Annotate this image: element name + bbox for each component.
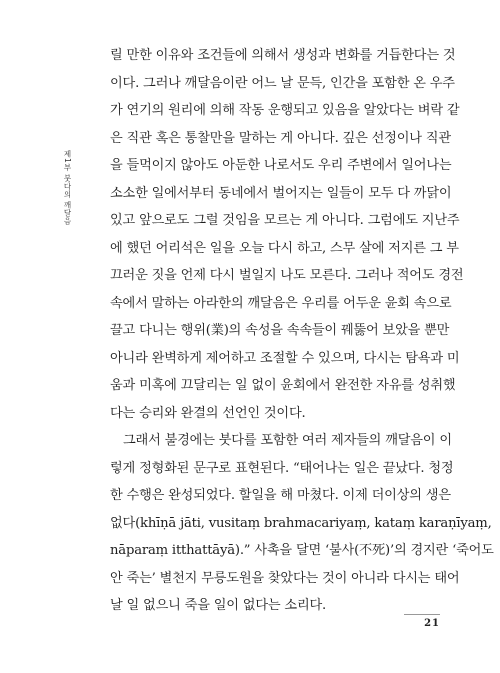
- footer-rule: [404, 614, 440, 615]
- text-line: 을 들먹이지 않아도 아둔한 나로서도 우리 주변에서 일어나는: [110, 158, 452, 173]
- running-head: 제1부 붓다의 깨달음: [63, 150, 72, 226]
- text-line: 한 수행은 완성되었다. 할일을 해 마쳤다. 이제 더이상의 생은: [110, 488, 451, 503]
- text-line: 가 연기의 원리에 의해 작동 운행되고 있음을 알았다는 벼락 같: [110, 103, 460, 118]
- paragraph-1: [110, 42, 464, 427]
- text-line: 이다. 그러나 깨달음이란 어느 날 문득, 인간을 포함한 온 우주: [110, 75, 455, 91]
- text-line: 날 일 없으니 죽을 일이 없다는 소리다.: [110, 598, 327, 613]
- text-line: 움과 미혹에 끄달리는 일 없이 윤회에서 완전한 자유를 성취했: [110, 378, 456, 393]
- text-line: 그래서 불경에는 붓다를 포함한 여러 제자들의 깨달음이 이: [123, 433, 452, 448]
- text-line: 안 죽는’ 별천지 무릉도원을 찾았다는 것이 아니라 다시는 태어: [110, 570, 460, 586]
- text-line: 끌고 다니는 행위(業)의 속성을 속속들이 꿰뚫어 보았을 뿐만: [110, 323, 450, 338]
- body-text: [110, 42, 494, 620]
- text-line: 끄러운 짓을 언제 다시 벌일지 나도 모른다. 그러나 적어도 경전: [110, 268, 464, 283]
- text-line: 릴 만한 이유와 조건들에 의해서 생성과 변화를 거듭한다는 것: [110, 48, 456, 63]
- text-line: 있고 앞으로도 그럴 것임을 모르는 게 아니다. 그럼에도 지난주: [110, 213, 460, 228]
- text-line: 다는 승리와 완결의 선언인 것이다.: [110, 405, 306, 421]
- paragraph-2: [110, 427, 494, 620]
- text-line: 은 직관 혹은 통찰만을 말하는 게 아니다. 깊은 선정이나 직관: [110, 130, 451, 146]
- text-line: 없다(khīṇā jāti, vusitaṃ brahmacariyaṃ, kataṃ karaṇīyaṃ,: [110, 515, 492, 531]
- page-number: 21: [424, 618, 440, 629]
- text-line: 속에서 말하는 아라한의 깨달음은 우리를 어두운 윤회 속으로: [110, 295, 452, 311]
- text-line: 에 했던 어리석은 일을 오늘 다시 하고, 스무 살에 저지른 그 부: [110, 240, 459, 256]
- text-line: 렇게 정형화된 문구로 표현된다. “태어나는 일은 끝났다. 청정: [110, 460, 454, 476]
- text-line: 아니라 완벽하게 제어하고 조절할 수 있으며, 다시는 탐욕과 미: [110, 350, 460, 366]
- text-line: 소소한 일에서부터 동네에서 벌어지는 일들이 모두 다 까닭이: [110, 185, 452, 201]
- text-line: nāparaṃ itthattāyā).” 사촉을 달면 ‘불사(不死)’의 경지란 ‘죽어도: [110, 543, 494, 558]
